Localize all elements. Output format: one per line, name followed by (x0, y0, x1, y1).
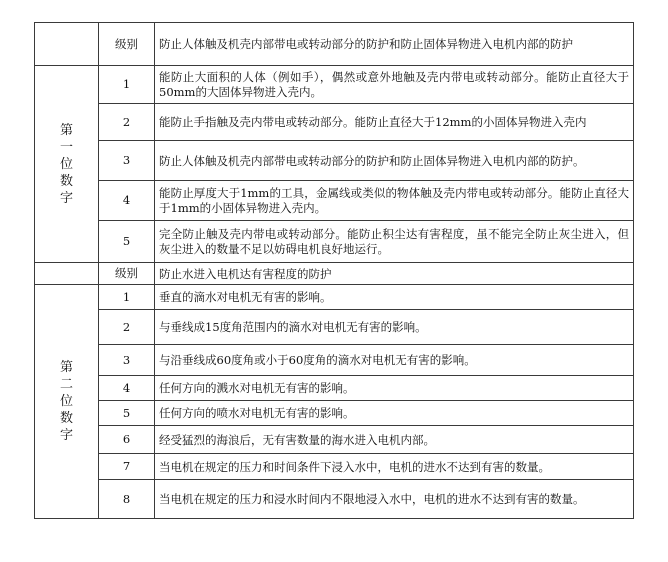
description-cell (155, 454, 634, 480)
description-cell: 能防止大面积的人体（例如手），偶然或意外地触及壳内带电或转动部分。能防止直径大于50mm的大固体异物进入壳内。 (155, 66, 634, 104)
description-cell: 与垂线成15度角范围内的滴水对电机无有害的影响。 (155, 310, 634, 345)
level-cell: 3 (99, 345, 155, 376)
description-cell: 完全防止触及壳内带电或转动部分。能防止积尘达有害程度，虽不能完全防止灰尘进入，但灰尘进入的数量不足以妨碍电机良好地运行。 (155, 221, 634, 263)
description-cell: 任何方向的溅水对电机无有害的影响。 (155, 376, 634, 401)
table-row (35, 285, 634, 310)
group-label-text: 第二位数字 (59, 360, 73, 443)
description-cell: 能防止厚度大于1mm的工具，金属线或类似的物体触及壳内带电或转动部分。能防止直径大于1mm的小固体异物进入壳内。 (155, 181, 634, 221)
table-row (35, 181, 634, 221)
level-cell: 1 (99, 285, 155, 310)
description-cell: 能防止手指触及壳内带电或转动部分。能防止直径大于12mm的小固体异物进入壳内 (155, 104, 634, 141)
description-header: 防止水进入电机达有害程度的防护 (155, 263, 634, 285)
table-row (35, 480, 634, 519)
level-cell: 7 (99, 454, 155, 480)
table-row (35, 66, 634, 104)
level-cell: 5 (99, 401, 155, 426)
group-cell-second-blank (35, 263, 99, 285)
level-cell: 8 (99, 480, 155, 519)
description-cell: 当电机在规定的压力和浸水时间内不限地浸入水中，电机的进水不达到有害的数量。 (155, 480, 634, 519)
group-cell-first-blank (35, 23, 99, 66)
table-row (35, 310, 634, 345)
description-cell: 经受猛烈的海浪后，无有害数量的海水进入电机内部。 (155, 426, 634, 454)
ip-protection-table (34, 22, 634, 519)
table-row (35, 221, 634, 263)
description-header: 防止人体触及机壳内部带电或转动部分的防护和防止固体异物进入电机内部的防护 (155, 23, 634, 66)
description-cell: 任何方向的喷水对电机无有害的影响。 (155, 401, 634, 426)
description-cell: 防止人体触及机壳内部带电或转动部分的防护和防止固体异物进入电机内部的防护。 (155, 141, 634, 181)
description-text: 当电机在规定的压力和时间条件下浸入水中，电机的进水不达到有害的数量。 (159, 459, 550, 474)
level-cell: 3 (99, 141, 155, 181)
table-row (35, 345, 634, 376)
level-cell: 6 (99, 426, 155, 454)
table-row (35, 104, 634, 141)
description-cell: 与沿垂线成60度角或小于60度角的滴水对电机无有害的影响。 (155, 345, 634, 376)
group-label-second-digit (35, 285, 99, 519)
level-cell: 4 (99, 181, 155, 221)
group-label-text: 第一位数字 (59, 122, 73, 206)
table-row (35, 401, 634, 426)
level-header: 级别 (99, 23, 155, 66)
level-cell: 2 (99, 104, 155, 141)
description-cell: 垂直的滴水对电机无有害的影响。 (155, 285, 634, 310)
group-label-first-digit (35, 66, 99, 263)
level-cell: 4 (99, 376, 155, 401)
table-row (35, 141, 634, 181)
table-row (35, 376, 634, 401)
level-cell: 1 (99, 66, 155, 104)
table-row (35, 263, 634, 285)
level-cell: 5 (99, 221, 155, 263)
table-row (35, 454, 634, 480)
level-header: 级别 (99, 263, 155, 285)
table-row (35, 23, 634, 66)
level-cell: 2 (99, 310, 155, 345)
table-row (35, 426, 634, 454)
